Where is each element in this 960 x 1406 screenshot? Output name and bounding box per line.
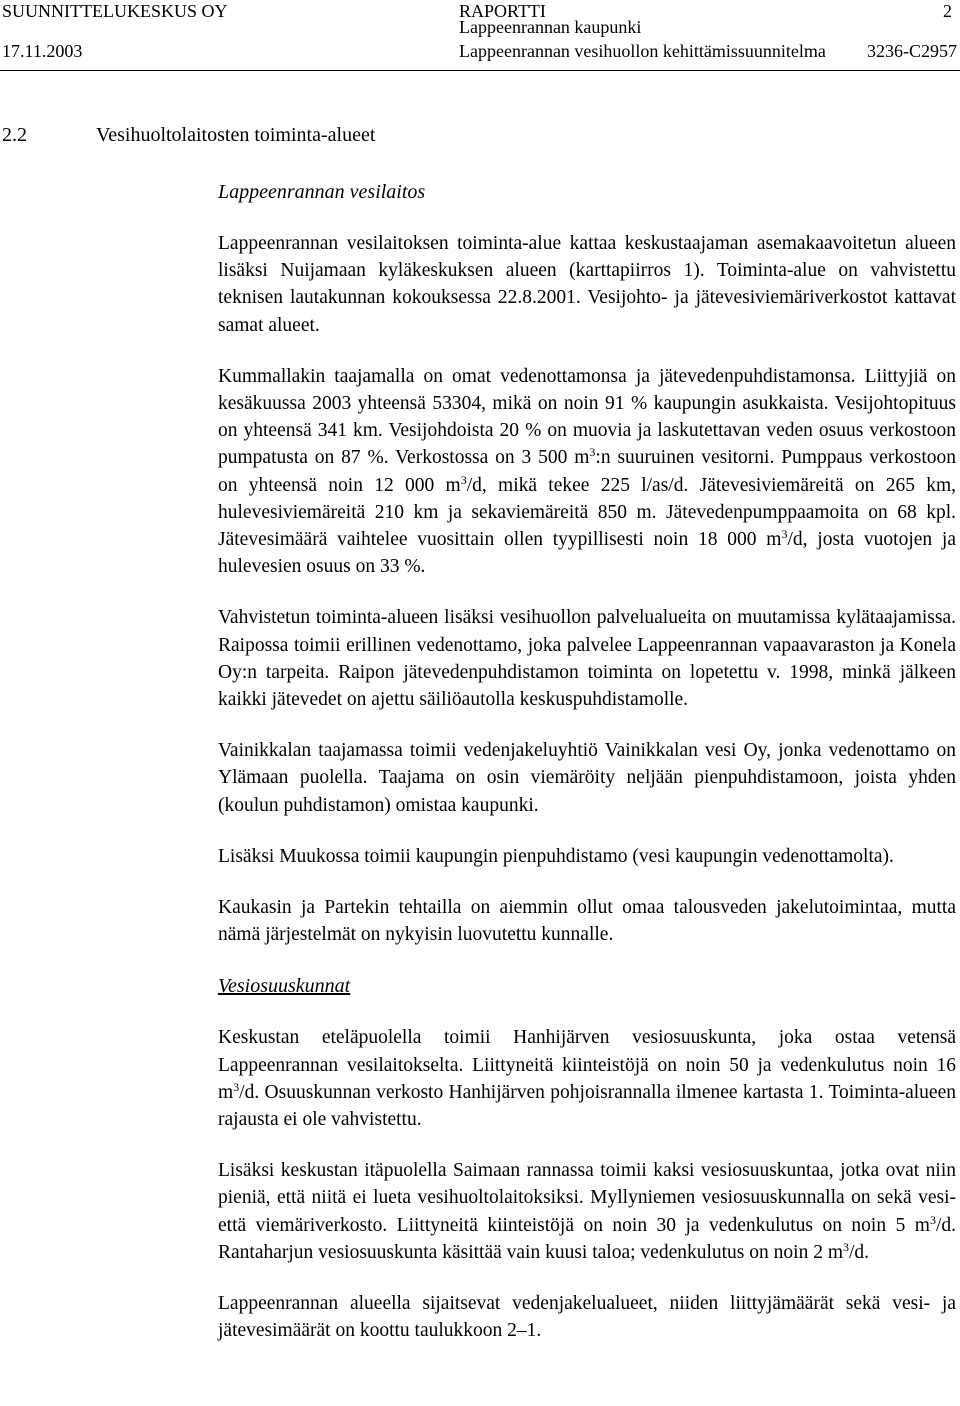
project-code: 3236-C2957 — [867, 41, 957, 61]
section-number: 2.2 — [2, 124, 27, 146]
document-title: Lappeenrannan vesihuollon kehittämissuunnitelma — [459, 41, 826, 61]
section-heading — [2, 124, 375, 147]
paragraph: Vahvistetun toiminta-alueen lisäksi vesihuollon palvelualueita on muutamissa kylätaajamissa. Raipossa toimii erillinen vedenottamo, joka palvelee Lappeenrannan vapaavaraston ja Konela Oy:n tarpeita. Raipon jätevedenpuhdistamon toiminta on lopetettu v. 1998, minkä jälkeen kaikki jätevedet on ajettu säiliöautolla keskuspuhdistamolle. — [218, 607, 956, 711]
city-name: Lappeenrannan kaupunki — [459, 17, 642, 37]
subheading-vesiosuuskunnat: Vesiosuuskunnat — [218, 975, 351, 998]
paragraph: Lisäksi keskustan itäpuolella Saimaan rannassa toimii kaksi vesiosuuskuntaa, jotka ovat niin pieniä, että niitä ei lueta vesihuoltolaitoksiksi. Myllyniemen vesiosuuskunnalla on sekä vesi- että viemäriverkosto. Liittyneitä kiinteistöjä on noin 30 ja vedenkulutus on noin 5 $m^3/d$. Rantaharjun vesiosuuskunta käsittää vain kuusi taloa; vedenkulutus on noin 2 $m^3/d$. — [218, 1160, 956, 1263]
paragraph: Lappeenrannan vesilaitoksen toiminta-alue kattaa keskustaajaman asemakaavoitetun alueen lisäksi Nuijamaan kyläkeskuksen alueen (karttapiirros 1). Toiminta-alue on vahvistettu teknisen lautakunnan kokouksessa 22.8.2001. Vesijohto- ja jätevesiviemäriverkostot kattavat samat alueet. — [218, 233, 956, 336]
paragraph-statistics: Kummallakin taajamalla on omat vedenottamonsa ja jätevedenpuhdistamonsa. Liittyjiä on kesäkuussa 2003 yhteensä 53304, mikä on noin 91 % kaupungin asukkaista. Vesijohtopituus on yhteensä 341 km. Vesijohdoista 20 % on muovia ja laskutettavan veden osuus verkostoon pumpatusta on 87 %. Verkostossa on 3 500 $m^3:n$ suuruinen vesitorni. Pumppaus verkostoon on yhteensä noin 12 000 $m^3/d$, mikä tekee 225 l/as/d. Jätevesiviemäreitä on 265 km, hulevesiviemäreitä 210 km ja sekaviemäreitä 850 m. Jätevedenpumppaamoita on 68 kpl. Jätevesimäärä vaihtelee vuosittain ollen tyypillisesti noin 18 000 $m^3/d$, josta vuotojen ja hulevesien osuus on 33 %. — [218, 365, 957, 578]
main-content — [218, 178, 956, 1369]
header-rule — [0, 70, 960, 71]
paragraph: Keskustan eteläpuolella toimii Hanhijärven vesiosuuskunta, joka ostaa vetensä Lappeenrannan vesilaitokselta. Liittyneitä kiinteistöjä on noin 50 ja vedenkulutus noin 16 $m^3/d$. Osuuskunnan verkosto Hanhijärven pohjoisrannalla ilmenee kartasta 1. Toiminta-alueen rajausta ei ole vahvistettu. — [218, 1027, 956, 1131]
paragraph: Kaukasin ja Partekin tehtailla on aiemmin ollut omaa talousveden jakelutoimintaa, mutta nämä järjestelmät on nykyisin luovutettu kunnalle. — [218, 897, 956, 946]
subheading-vesilaitos: Lappeenrannan vesilaitos — [218, 181, 426, 203]
section-title: Vesihuoltolaitosten toiminta-alueet — [96, 124, 376, 146]
report-date: 17.11.2003 — [2, 41, 83, 61]
paragraph: Vainikkalan taajamassa toimii vedenjakeluyhtiö Vainikkalan vesi Oy, jonka vedenottamo on Ylämaan puolella. Taajama on osin viemäröity neljään pienpuhdistamoon, joista yhden (koulun puhdistamon) omistaa kaupunki. — [218, 740, 956, 816]
document-type: RAPORTTI — [459, 1, 546, 21]
page-number: 2 — [943, 1, 952, 21]
paragraph: Lisäksi Muukossa toimii kaupungin pienpuhdistamo (vesi kaupungin vedenottamolta). — [218, 845, 894, 867]
paragraph: Lappeenrannan alueella sijaitsevat vedenjakelualueet, niiden liittyjämäärät sekä vesi- ja jätevesimäärät on koottu taulukkoon 2–1. — [218, 1293, 956, 1342]
company-name: SUUNNITTELUKESKUS OY — [2, 1, 228, 21]
